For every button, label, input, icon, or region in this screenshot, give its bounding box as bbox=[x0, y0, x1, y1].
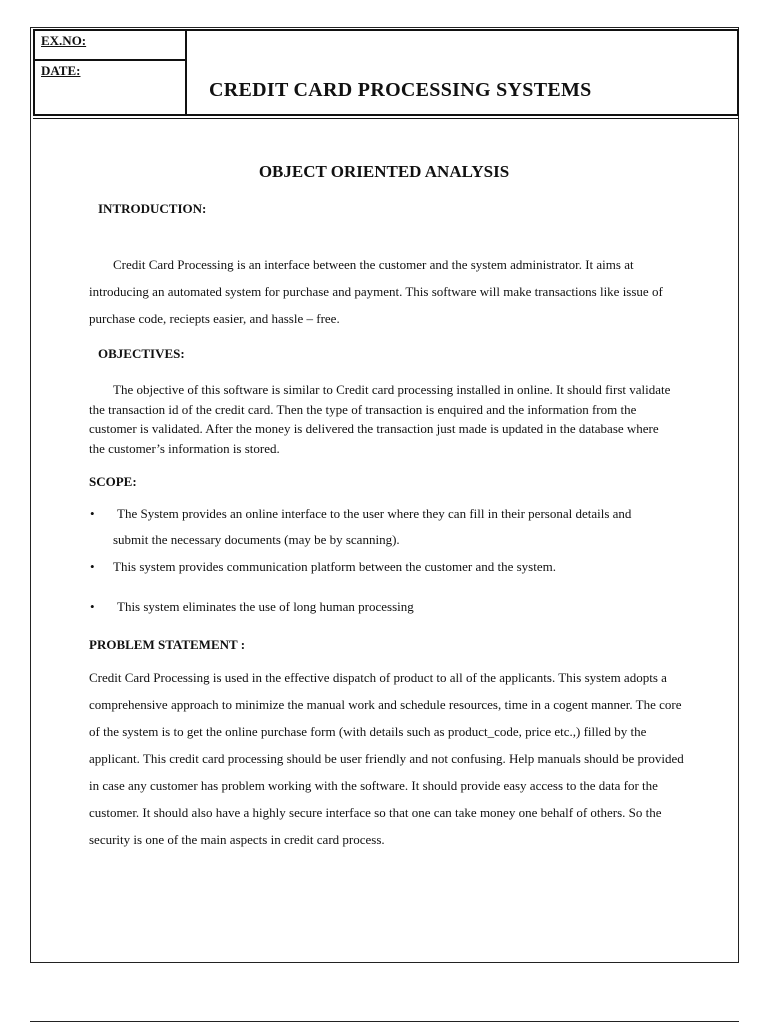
scope-heading: SCOPE: bbox=[89, 474, 137, 489]
scope-item-2: This system provides communication platform between the customer and the system. bbox=[113, 559, 556, 574]
scope-item-1: The System provides an online interface to the user where they can fill in their personal details and submit the necessary documents (may be by scanning). bbox=[113, 506, 632, 547]
section-title: OBJECT ORIENTED ANALYSIS bbox=[258, 162, 510, 181]
problem-statement-heading: PROBLEM STATEMENT : bbox=[89, 637, 246, 652]
ex-no-cell bbox=[35, 31, 185, 61]
bullet-icon: • bbox=[90, 506, 95, 521]
bullet-icon: • bbox=[90, 599, 95, 614]
problem-statement-text: Credit Card Processing is used in the effective dispatch of product to all of the applicants. This system adopts a comprehensive approach to minimize the manual work and schedule resources, time in a cogent manner. The core of the system is to get the online purchase form (with details such as product_code, price etc.,) filled by the applicant. This credit card processing should be user friendly and not confusing. Help manuals should be provided in case any customer has problem working with the software. It should provide easy access to the data for the customer. It should also have a highly secure interface so that one can take money one behalf of others. So the security is one of the main aspects in credit card process. bbox=[89, 670, 684, 847]
header-box bbox=[33, 29, 739, 116]
bullet-icon: • bbox=[90, 559, 95, 574]
introduction-heading: INTRODUCTION: bbox=[98, 201, 207, 216]
introduction-text: Credit Card Processing is an interface between the customer and the system administrator. It aims at introducing an automated system for purchase and payment. This software will make transactions like issue of purchase code, reciepts easier, and hassle – free. bbox=[89, 257, 663, 326]
date-label: DATE: bbox=[41, 63, 81, 78]
header-divider bbox=[33, 115, 739, 119]
header-left-cell bbox=[35, 31, 187, 114]
objectives-text: The objective of this software is similar to Credit card processing installed in online. It should first validate the transaction id of the credit card. Then the type of transaction is enquired and the information from the customer is validated. After the money is delivered the transaction just made is updated in the database where the customer’s information is stored. bbox=[89, 382, 671, 456]
scope-item-3: This system eliminates the use of long human processing bbox=[117, 599, 414, 614]
objectives-heading: OBJECTIVES: bbox=[98, 346, 185, 361]
next-page-edge bbox=[30, 1021, 739, 1022]
document-title: CREDIT CARD PROCESSING SYSTEMS bbox=[209, 79, 592, 101]
ex-no-label: EX.NO: bbox=[41, 33, 87, 48]
